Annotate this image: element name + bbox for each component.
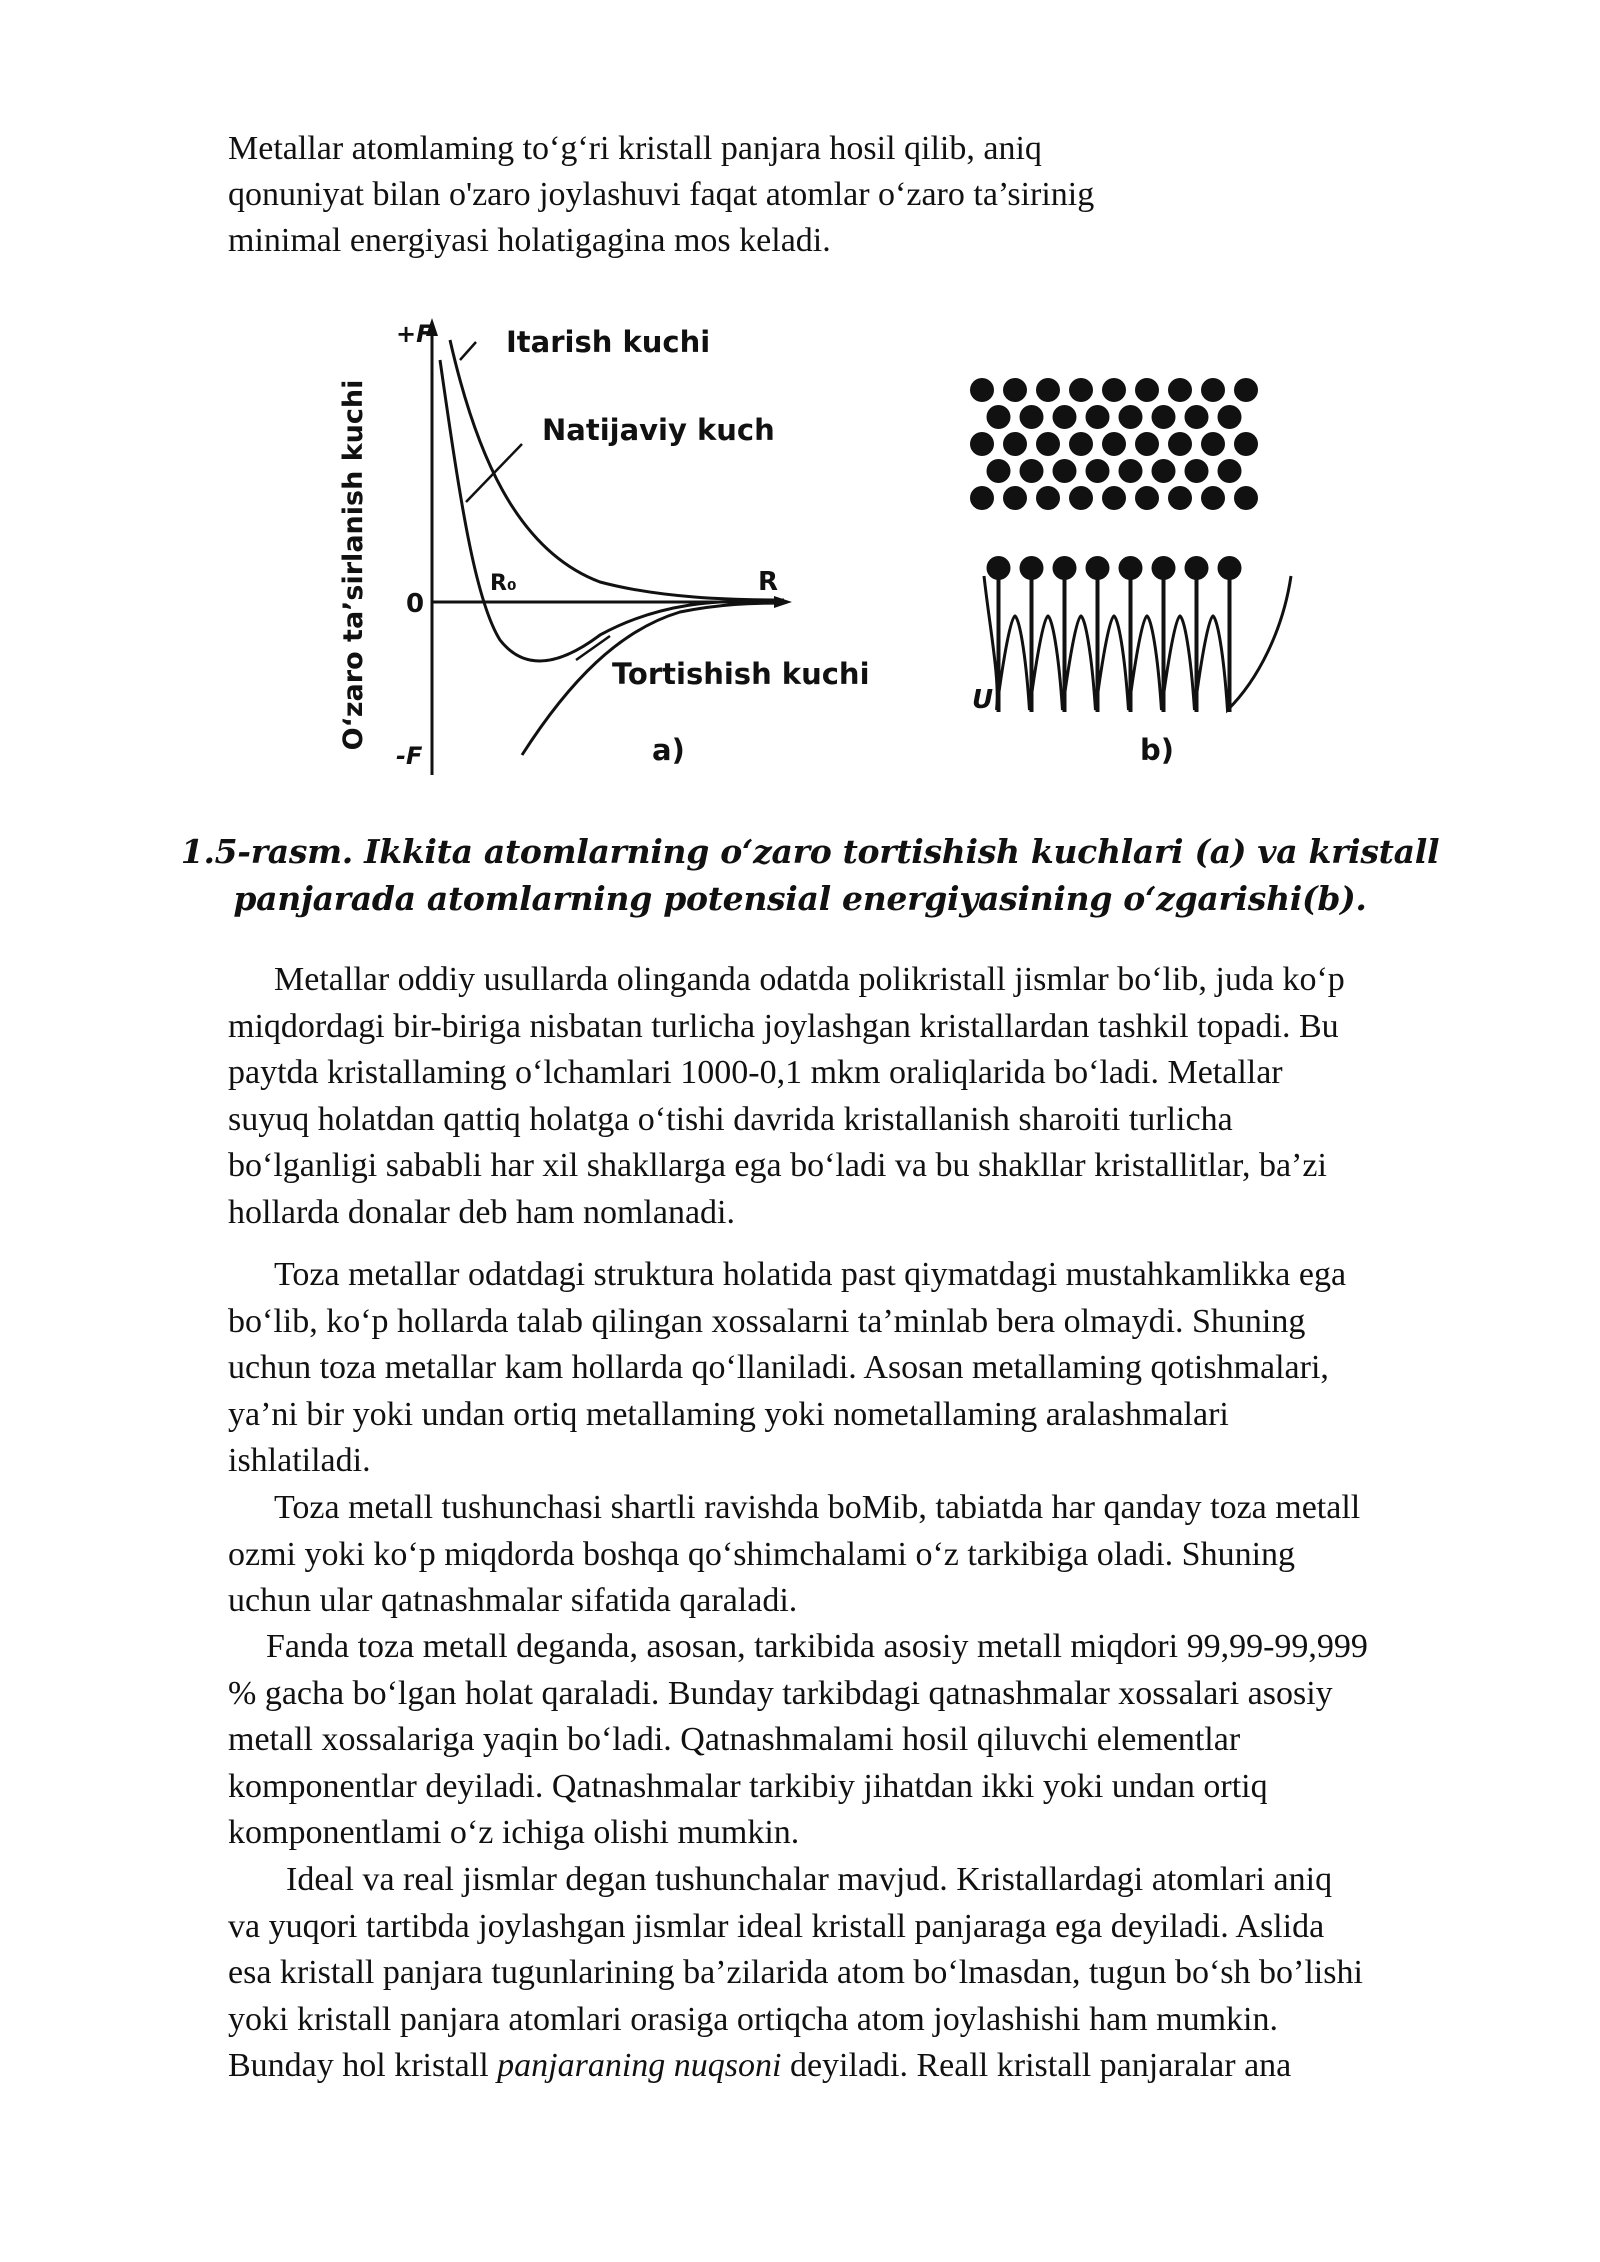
text-line: % gacha bo‘lgan holat qaraladi. Bunday tarkibdagi qatnashmalar xossalari asosiy [228,1674,1333,1712]
atom [1036,486,1060,510]
atom [1003,378,1027,402]
atom [1069,486,1093,510]
text-line: Ideal va real jismlar degan tushunchalar mavjud. Kristallardagi atomlari aniq [286,1861,1333,1898]
text-line: Metallar atomlaming to‘g‘ri kristall panjara hosil qilib, aniq [228,130,1042,167]
atom [1102,432,1126,456]
atom [1036,378,1060,402]
leader-line [466,444,522,502]
atom [1218,405,1242,429]
atom [970,486,994,510]
text-fragment: Bunday hol kristall [228,2047,498,2084]
text-line: Metallar oddiy usullarda olinganda odatda polikristall jismlar bo‘lib, juda ko‘p [274,961,1345,998]
atom [1201,378,1225,402]
atom [1119,405,1143,429]
zero-label: 0 [406,589,425,619]
text-line: uchun ular qatnashmalar sifatida qaraladi. [228,1582,798,1619]
atom [1135,378,1159,402]
result-curve [440,360,770,661]
atom [970,432,994,456]
text-line: esa kristall panjara tugunlarining ba’zilarida atom bo‘lmasdan, tugun bo‘sh bo’lishi [228,1954,1363,1991]
y-axis-label: O‘zaro ta’sirlanish kuchi [338,379,369,751]
y-axis-top-label: +F [396,320,433,348]
atom [1201,432,1225,456]
atom [987,459,1011,483]
text-line: Toza metallar odatdagi struktura holatida past qiymatdagi mustahkamlikka ega [274,1256,1347,1293]
body-paragraph-3 [228,1485,1488,1625]
body-paragraph-5 [228,1857,1488,2090]
atom [1168,432,1192,456]
body-paragraph-2 [228,1252,1488,1485]
body-paragraph-4 [228,1624,1488,1857]
atom [1020,459,1044,483]
text-line: ya’ni bir yoki undan ortiq metallaming yoki nometallaming aralashmalari [228,1395,1229,1433]
text-line: suyuq holatdan qattiq holatga o‘tishi davrida kristallanish sharoiti turlicha [228,1100,1233,1138]
result-label: Natijaviy kuch [542,413,775,447]
text-line: uchun toza metallar kam hollarda qo‘llaniladi. Asosan metallaming qotishmalari, [228,1349,1329,1386]
text-line: komponentlar deyiladi. Qatnashmalar tarkibiy jihatdan ikki yoki undan ortiq [228,1767,1268,1805]
atom [1069,378,1093,402]
atom [987,405,1011,429]
text-line: va yuqori tartibda joylashgan jismlar ideal kristall panjaraga ega deyiladi. Aslida [228,1907,1325,1945]
atom [1069,432,1093,456]
panel-a-force-graph [338,318,870,775]
atom [1218,459,1242,483]
figure-caption [0,828,1600,922]
text-line: qonuniyat bilan o'zaro joylashuvi faqat atomlar o‘zaro ta’sirinig [228,176,1095,213]
text-fragment: deyiladi. Reall kristall panjaralar ana [781,2047,1292,2084]
atom [1185,405,1209,429]
text-line: metall xossalariga yaqin bo‘ladi. Qatnashmalami hosil qiluvchi elementlar [228,1721,1241,1758]
text-line: bo‘lganligi sababli har xil shakllarga ega bo‘ladi va bu shakllar kristallitlar, ba’zi [228,1147,1327,1184]
atom [1102,378,1126,402]
panel-b-label: b) [1140,733,1175,767]
text-line: minimal energiyasi holatigagina mos keladi. [228,222,831,259]
atom [1053,459,1077,483]
atom [1201,486,1225,510]
text-line: hollarda donalar deb ham nomlanadi. [228,1193,735,1231]
text-line: Fanda toza metall deganda, asosan, tarkibida asosiy metall miqdori 99,99-99,999 [266,1628,1368,1665]
atom [1003,486,1027,510]
atom [1053,405,1077,429]
atom [1152,459,1176,483]
text-line: paytda kristallaming o‘lchamlari 1000-0,1 mkm oraliqlarida bo‘ladi. Metallar [228,1054,1283,1091]
atom [1168,486,1192,510]
atom [1234,432,1258,456]
caption-line: panjarada atomlarning potensial energiyasining o‘zgarishi(b). [233,879,1367,918]
atom [1086,459,1110,483]
attraction-label: Tortishish kuchi [612,657,870,691]
atom [970,378,994,402]
repulsion-label: Itarish kuchi [506,325,711,359]
u-label: U [972,685,994,715]
text-line: yoki kristall panjara atomlari orasiga ortiqcha atom joylashishi ham mumkin. [228,2000,1278,2038]
text-line: komponentlami o‘z ichiga olishi mumkin. [228,1814,800,1851]
atom [1086,405,1110,429]
atom [1102,486,1126,510]
y-axis-bottom-label: -F [396,742,423,770]
body-paragraph-1 [228,957,1488,1236]
atom [1020,405,1044,429]
atom [1234,378,1258,402]
r-label: R [758,567,779,597]
text-line: Toza metall tushunchasi shartli ravishda boMib, tabiatda har qanday toza metall [274,1489,1361,1526]
intro-paragraph [228,126,1488,264]
atom [1119,459,1143,483]
leader-line [460,342,476,360]
r0-label: R₀ [490,571,517,596]
text-line: bo‘lib, ko‘p hollarda talab qilingan xossalarni ta’minlab bera olmaydi. Shuning [228,1302,1306,1340]
atom [1036,432,1060,456]
italic-term: panjaraning nuqsoni [497,2047,782,2084]
atom [1152,405,1176,429]
text-line: ozmi yoki ko‘p miqdorda boshqa qo‘shimchalami o‘z tarkibiga oladi. Shuning [228,1535,1296,1573]
atom [1135,486,1159,510]
atom [1185,459,1209,483]
atom [1003,432,1027,456]
panel-b-lattice [970,378,1291,767]
text-line: miqdordagi bir-biriga nisbatan turlicha joylashgan kristallardan tashkil topadi. Bu [228,1007,1339,1045]
text-line: ishlatiladi. [228,1442,371,1479]
repulsion-curve [450,340,784,600]
figure-1-5 [300,300,1400,800]
caption-line: 1.5-rasm. Ikkita atomlarning o‘zaro tortishish kuchlari (a) va kristall [180,832,1440,871]
atom [1135,432,1159,456]
panel-a-label: a) [652,733,685,767]
text-line-last [228,2043,1488,2090]
atom [1168,378,1192,402]
atom [1234,486,1258,510]
